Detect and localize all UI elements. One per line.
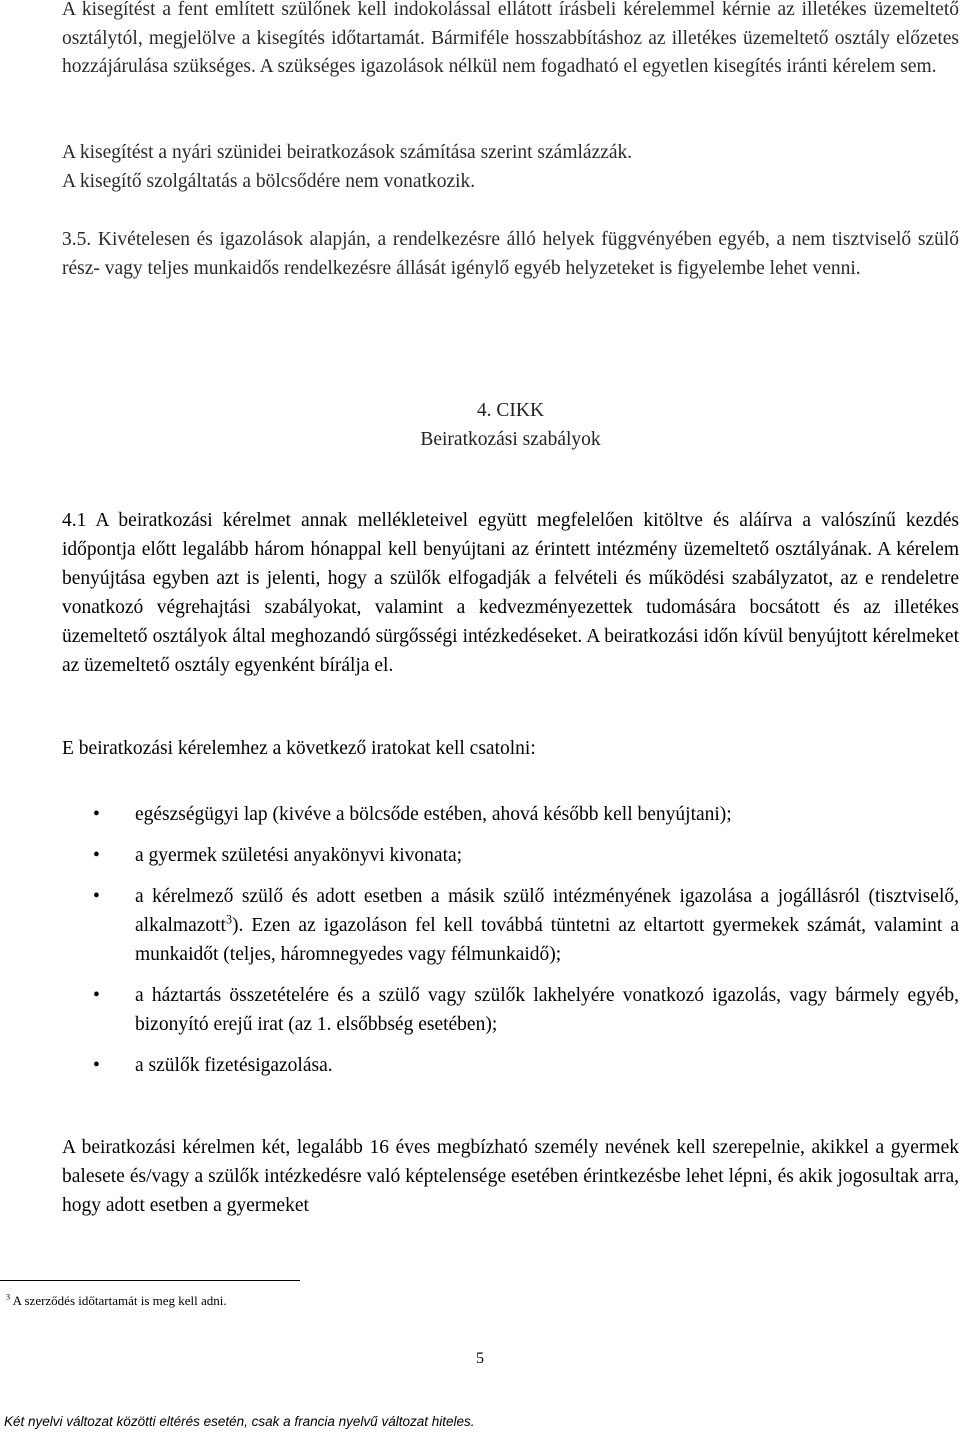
paragraph-intro: A kisegítést a fent említett szülőnek kell indokolással ellátott írásbeli kérelemmel kérnie az illetékes üzemeltető osztálytól, megjelölve a kisegítés időtartamát. Bármiféle hosszabbításhoz az illetékes üzemeltető osztály előzetes hozzájárulása szükséges. A szükséges igazolások nélkül nem fogadható el egyetlen kisegítés iránti kérelem sem.	[62, 0, 959, 77]
bullet-icon: •	[93, 1055, 100, 1076]
bullet-icon: •	[93, 886, 100, 907]
list-item-text: a kérelmező szülő és adott esetben a másik szülő intézményének igazolása a jogállásról (tisztviselő, alkalmazott	[135, 886, 959, 936]
paragraph-contact-persons: A beiratkozási kérelmen két, legalább 16 éves megbízható személy nevének kell szerepelnie, akikkel a gyermek balesete és/vagy a szülők intézkedésre való képtelensége esetében érintkezésbe lehet lépni, és akik jogosultak arra, hogy adott esetben a gyermeket	[62, 1137, 959, 1216]
list-item-text: egészségügyi lap (kivéve a bölcsőde estében, ahová később kell benyújtani);	[135, 804, 732, 825]
summer-billing-line: A kisegítést a nyári szünidei beiratkozások számítása szerint számlázzák.	[62, 142, 633, 163]
bullet-icon: •	[93, 804, 100, 825]
list-item	[62, 882, 959, 969]
article-title: Beiratkozási szabályok	[420, 429, 601, 450]
footnote-text: A szerződés időtartamát is meg kell adni.	[10, 1293, 227, 1308]
paragraph-section-3-5: 3.5. Kivételesen és igazolások alapján, a rendelkezésre álló helyek függvényében egyéb, a nem tisztviselő szülő rész- vagy teljes munkaidős rendelkezésre állását igénylő egyéb helyzeteket is figyelembe lehet venni.	[62, 229, 959, 279]
list-item-text: a gyermek születési anyakönyvi kivonata;	[135, 845, 463, 866]
paragraph-section-4-1: 4.1 A beiratkozási kérelmet annak mellékleteivel együtt megfelelően kitöltve és aláírva a valószínű kezdés időpontja előtt legalább három hónappal kell benyújtani az érintett intézmény üzemeltető osztályának. A kérelem benyújtása egyben azt is jelenti, hogy a szülők elfogadják a felvételi és működési szabályzatot, az e rendeletre vonatkozó végrehajtási szabályokat, valamint a kedvezményezettek tudomására bocsátott és az illetékes üzemeltető osztályok által meghozandó sürgősségi intézkedéseket. A beiratkozási időn kívül benyújtott kérelmeket az üzemeltető osztály egyenként bírálja el.	[62, 510, 959, 676]
paragraph-summer-billing	[62, 138, 959, 196]
paragraph-attachments-intro: E beiratkozási kérelemhez a következő iratokat kell csatolni:	[62, 738, 536, 759]
footnote-marker: 3	[6, 1292, 11, 1302]
list-item	[62, 981, 959, 1039]
article-number: 4. CIKK	[476, 400, 545, 421]
page-number: 5	[476, 1350, 484, 1367]
nursery-exclusion-line: A kisegítő szolgáltatás a bölcsődére nem vonatkozik.	[62, 171, 476, 192]
footnote-separator	[0, 1280, 300, 1281]
bullet-icon: •	[93, 985, 100, 1006]
list-item	[62, 800, 959, 829]
list-item-text: a háztartás összetételére és a szülő vagy szülők lakhelyére vonatkozó igazolás, vagy bármely egyéb, bizonyító erejű irat (az 1. elsőbbség esetében);	[135, 985, 959, 1035]
bullet-icon: •	[93, 845, 100, 866]
attachments-list	[62, 800, 959, 1092]
footnote-reference: 3	[225, 912, 233, 927]
list-item	[62, 1051, 959, 1080]
list-item-text-continued: ). Ezen az igazoláson fel kell továbbá tüntetni az eltartott gyermekek számát, valamint a munkaidőt (teljes, háromnegyedes vagy félmunkaidő);	[135, 915, 959, 965]
list-item-text: a szülők fizetésigazolása.	[135, 1055, 333, 1076]
language-disclaimer: Két nyelvi változat közötti eltérés esetén, csak a francia nyelvű változat hiteles.	[4, 1414, 475, 1429]
list-item	[62, 841, 959, 870]
footnote	[6, 1292, 227, 1310]
